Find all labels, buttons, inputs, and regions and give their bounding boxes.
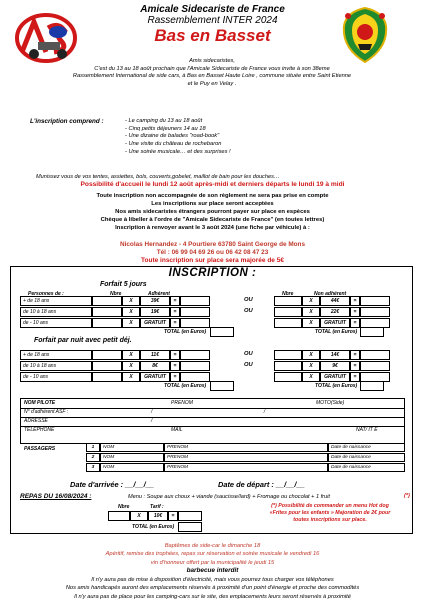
member-result-field[interactable] [180, 350, 210, 360]
row-age-label: de - 10 ans [20, 372, 92, 382]
qty-field[interactable] [92, 296, 122, 306]
multiply-sign: X [122, 318, 140, 328]
equals-sign-2: = [350, 350, 360, 360]
multiply-sign-2: X [302, 296, 320, 306]
forfait-night-total-label-2: TOTAL (en Euros) [315, 383, 358, 389]
multiply-sign-2: X [302, 361, 320, 371]
equals-sign: = [170, 361, 180, 371]
non-member-price: 14€ [320, 350, 350, 360]
multiply-sign-2: X [302, 307, 320, 317]
arrival-date[interactable]: Date d'arrivée : __/__/__ [70, 480, 154, 489]
pilot-row-contact[interactable] [21, 426, 404, 435]
qty-field[interactable] [92, 307, 122, 317]
header-title-association: Amicale Sidecariste de France [140, 4, 285, 15]
member-price: GRATUIT [140, 372, 170, 382]
pilot-firstname-label: PRENOM [171, 400, 193, 406]
equals-sign-2: = [350, 296, 360, 306]
forfait-5-total-field[interactable] [210, 327, 234, 337]
member-result-field[interactable] [180, 296, 210, 306]
address-label: ADRESSE [24, 418, 48, 424]
equals-sign-2: = [350, 307, 360, 317]
qty-field-2[interactable] [274, 372, 302, 382]
or-label: OU [244, 362, 253, 368]
meal-equals: = [168, 511, 178, 521]
passengers-label: PASSAGERS [24, 446, 56, 452]
col-personnes: Personnes de : [28, 291, 64, 297]
multiply-sign-2: X [302, 318, 320, 328]
qty-field-2[interactable] [274, 361, 302, 371]
equals-sign: = [170, 307, 180, 317]
meal-hotdog-note [250, 503, 410, 524]
qty-field[interactable] [92, 372, 122, 382]
col-non-adherent: Non adhérent [314, 291, 347, 297]
row-age-label: de 10 à 18 ans [20, 361, 92, 371]
passenger-number: 2 [86, 453, 100, 462]
multiply-sign-2: X [302, 372, 320, 382]
member-result-field[interactable] [180, 372, 210, 382]
forfait-5-total-label-2: TOTAL (en Euros) [315, 329, 358, 335]
forfait-night-total-label: TOTAL (en Euros) [164, 383, 207, 389]
intro-line: Amis sidecaristes, [189, 58, 235, 64]
footer-line: Il n'y aura pas de place pour les camping-cars sur le site, des emplacements leurs seront réservés à proximité [74, 593, 351, 600]
passenger-firstname-field[interactable]: PRENOM [164, 453, 328, 462]
forfait-5-total-label: TOTAL (en Euros) [164, 329, 207, 335]
pilot-row-address[interactable] [21, 417, 404, 426]
header-title-event: Rassemblement INTER 2024 [147, 15, 278, 26]
meal-note-line: toutes inscriptions sur place. [293, 517, 367, 523]
equals-sign: = [170, 372, 180, 382]
non-member-price: 22€ [320, 307, 350, 317]
header-title-location: Bas en Basset [154, 26, 271, 45]
meal-result-field[interactable] [178, 511, 202, 521]
qty-field-2[interactable] [274, 318, 302, 328]
col-nbre-2: Nbre [282, 291, 294, 297]
meal-nbre-label: Nbre [118, 504, 130, 510]
passenger-firstname-field[interactable]: PRENOM [164, 443, 328, 452]
equals-sign-2: = [350, 372, 360, 382]
rule-line: Toute inscription non accompagnée de son règlement ne sera pas prise en compte [96, 193, 329, 199]
forfait-5-days-title: Forfait 5 jours [100, 281, 147, 288]
member-result-field[interactable] [180, 307, 210, 317]
forfait-night-total-field[interactable] [210, 381, 234, 391]
member-result-field[interactable] [180, 361, 210, 371]
row-age-label: + de 18 ans [20, 296, 92, 306]
row-age-label: de 10 à 18 ans [20, 307, 92, 317]
pilot-moto-label: MOTO(Side) [316, 400, 345, 406]
non-member-result-field[interactable] [360, 307, 390, 317]
inclusion-item: - Cinq petits déjeuners 14 au 18 [125, 125, 206, 132]
meal-total-label: TOTAL (en Euros) [132, 524, 175, 530]
multiply-sign: X [122, 350, 140, 360]
late-fee-notice: Toute inscription sur place sera majorée de 5€ [141, 257, 284, 264]
qty-field-2[interactable] [274, 296, 302, 306]
intro-line: Rassemblement International de side cars, à Bas en Basset Haute Loire , commune située entre Saint Etienne [72, 73, 352, 80]
multiply-sign: X [122, 307, 140, 317]
member-result-field[interactable] [180, 318, 210, 328]
member-price: GRATUIT [140, 318, 170, 328]
rule-line: Chèque à libeller à l'ordre de "Amicale Sidecariste de France" (en toutes lettres) [100, 216, 325, 223]
col-adherent: Adhérent [148, 291, 170, 297]
member-price: 39€ [140, 296, 170, 306]
passenger-name-field[interactable]: NOM [100, 443, 164, 452]
inscription-title: INSCRIPTION : [168, 267, 257, 279]
row-age-label: de - 10 ans [20, 318, 92, 328]
inclusion-item: - Une dizaine de balades "road-book" [125, 133, 220, 140]
col-nbre: Nbre [110, 291, 122, 297]
passenger-birthdate-field[interactable]: Date de naissance [328, 443, 405, 452]
departure-date[interactable]: Date de départ : __/__/__ [218, 480, 305, 489]
meal-menu-note-marker: (*) [404, 493, 410, 499]
equals-sign: = [170, 296, 180, 306]
non-member-result-field[interactable] [360, 296, 390, 306]
forfait-night-total-field-2[interactable] [360, 381, 384, 391]
inclusion-item: - Une soirée musicale… et des surprises ! [125, 148, 231, 155]
nationality-label: NAT/ IT E [356, 427, 378, 433]
meal-multiply: X [130, 511, 148, 521]
inclusion-footer: Munissez vous de vos tentes, assiettes, bols, couverts,gobelet, maillot de bain pour les douches… [36, 174, 280, 180]
meal-total-field[interactable] [178, 522, 202, 532]
non-member-result-field[interactable] [360, 350, 390, 360]
qty-field[interactable] [92, 350, 122, 360]
or-label: OU [244, 297, 253, 303]
pilot-name-label: NOM PILOTE [24, 400, 56, 406]
postal-address [0, 241, 425, 257]
adherent-label: N° d'adhérent ASF : [24, 409, 69, 415]
rule-line: Inscription à renvoyer avant le 3 août 2024 (une fiche par véhicule) à : [115, 224, 310, 231]
passenger-name-field[interactable]: NOM [100, 453, 164, 462]
footer-line: Nos amis handicapés auront des emplacements réservés à proximité d'un point d'énergie et proche des commodités [65, 585, 360, 592]
event-info-line: vin d'honneur offert par la municipalité le jeudi 15 [150, 559, 275, 566]
equals-sign: = [170, 318, 180, 328]
passenger-birthdate-field[interactable]: Date de naissance [328, 463, 405, 472]
intro-paragraph [8, 58, 416, 88]
non-member-price: 9€ [320, 361, 350, 371]
footer-notes [0, 576, 425, 600]
passenger-birthdate-field[interactable]: Date de naissance [328, 453, 405, 462]
qty-field[interactable] [92, 361, 122, 371]
equals-sign-2: = [350, 318, 360, 328]
forfait-5-total-field-2[interactable] [360, 327, 384, 337]
passenger-number: 3 [86, 463, 100, 472]
arrival-possibility-notice: Possibilité d'accueil le lundi 12 août après-midi et derniers départs le lundi 19 à midi [80, 181, 345, 188]
meal-note-line: (*) Possibilité de commander un menu Hot dog [271, 503, 389, 509]
row-age-label: + de 18 ans [20, 350, 92, 360]
multiply-sign: X [122, 296, 140, 306]
rules-block [0, 193, 425, 233]
event-info-line: Baptêmes de side-car le dimanche 18 [164, 543, 261, 549]
passenger-number: 1 [86, 443, 100, 452]
rule-line: Nos amis sidecaristes étrangers pourront payer sur place en espèces [115, 208, 310, 215]
event-info [0, 542, 425, 567]
telephone-label: TELEPHONE [24, 427, 55, 433]
multiply-sign: X [122, 372, 140, 382]
phone-line: Tél : 06 99 04 69 26 ou 06 42 08 47 23 [156, 249, 269, 257]
meal-qty-field[interactable] [108, 511, 130, 521]
multiply-sign-2: X [302, 350, 320, 360]
intro-line: et le Puy en Velay . [187, 80, 237, 87]
event-info-line: Apéritif, remise des trophées, repas sur réservation et soirée musicale le vendredi 16 [105, 551, 320, 558]
member-price: 8€ [140, 361, 170, 371]
forfait-night-title: Forfait par nuit avec petit déj. [34, 337, 132, 344]
non-member-price: 44€ [320, 296, 350, 306]
multiply-sign: X [122, 361, 140, 371]
non-member-result-field[interactable] [360, 318, 390, 328]
passenger-firstname-field[interactable]: PRENOM [164, 463, 328, 472]
qty-field-2[interactable] [274, 307, 302, 317]
meal-menu: Menu : Soupe aux choux + viande (saucisse/lard) + Fromage ou chocolat + 1 fruit [128, 494, 330, 500]
or-label: OU [244, 351, 253, 357]
member-price: 19€ [140, 307, 170, 317]
barbecue-notice: barbecue interdit [186, 567, 239, 574]
address-line: Nicolas Hernandez - 4 Pourtiere 63780 Saint George de Mons [119, 241, 306, 248]
or-label: OU [244, 308, 253, 314]
adherent-slashes: / / / [151, 409, 321, 424]
inclusion-item: - Le camping du 13 au 18 août [125, 118, 203, 124]
member-price: 11€ [140, 350, 170, 360]
meal-tarif-label: Tarif : [150, 504, 164, 510]
meal-price: 10€ [148, 511, 168, 521]
non-member-price: GRATUIT [320, 372, 350, 382]
equals-sign-2: = [350, 361, 360, 371]
inclusion-item: - Une visite du château de rochebaron [125, 141, 222, 148]
equals-sign: = [170, 350, 180, 360]
pilot-info-box [20, 398, 405, 444]
non-member-result-field[interactable] [360, 361, 390, 371]
mail-label: MAIL [171, 427, 183, 433]
rule-line: Les inscriptions sur place seront acceptées [151, 200, 274, 207]
intro-line: C'est du 13 au 18 août prochain que l'Amicale Sidecariste de France vous invite à son 38eme [94, 65, 330, 72]
passenger-name-field[interactable]: NOM [100, 463, 164, 472]
qty-field-2[interactable] [274, 350, 302, 360]
meal-note-line: «Frites pour les enfants » Majoration de 2€ pour [269, 510, 391, 516]
non-member-result-field[interactable] [360, 372, 390, 382]
meal-label: REPAS DU 16/08/2024 : [20, 493, 92, 500]
inclusion-label: L'inscription comprend : [30, 118, 104, 125]
footer-line: Il n'y aura pas de mise à disposition d'électricité, mais vous pourrez tous charger vos téléphones [91, 577, 334, 583]
inclusion-list [125, 118, 231, 157]
non-member-price: GRATUIT [320, 318, 350, 328]
qty-field[interactable] [92, 318, 122, 328]
